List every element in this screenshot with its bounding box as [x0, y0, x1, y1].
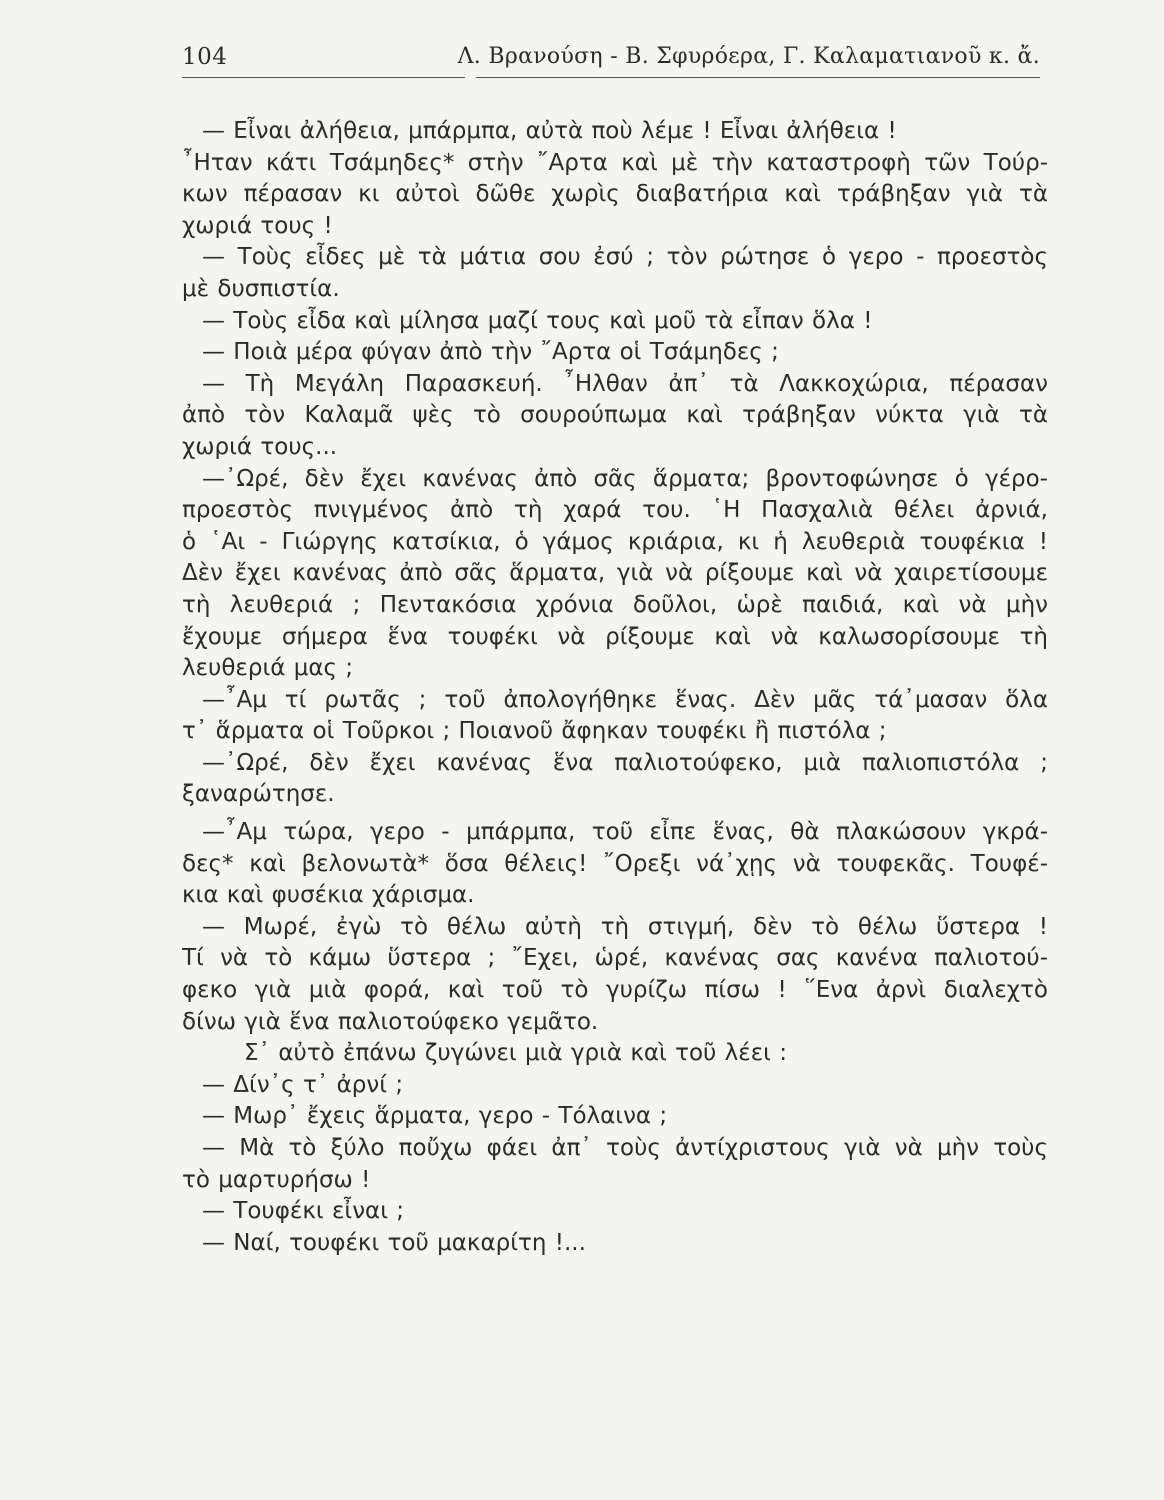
text-line: — Τοὺς εἶδες μὲ τὰ μάτια σου ἐσύ ; τὸν ρώτησε ὁ γερο - προεστὸς: [202, 244, 1048, 271]
text-line: — Μωρ᾽ ἔχεις ἅρματα, γερο - Τόλαινα ;: [202, 1103, 668, 1130]
text-line: ἔχουμε σήμερα ἕνα τουφέκι νὰ ρίξουμε καὶ νὰ καλωσορίσουμε τὴ: [182, 623, 1048, 650]
text-line: — Δίν᾽ς τ᾽ ἀρνί ;: [202, 1071, 404, 1098]
header-rule-right: [476, 77, 1040, 78]
text-line: —᾽Ωρέ, δὲν ἔχει κανένας ἕνα παλιοτούφεκο, μιὰ παλιοπιστόλα ;: [202, 749, 1048, 776]
text-line: —᾽Ωρέ, δὲν ἔχει κανένας ἀπὸ σᾶς ἅρματα; βροντοφώνησε ὁ γέρο-: [202, 465, 1048, 492]
text-line: λευθεριά μας ;: [182, 655, 354, 682]
text-line: φεκο γιὰ μιὰ φορά, καὶ τοῦ τὸ γυρίζω πίσω ! ῞Ενα ἀρνὶ διαλεχτὸ: [182, 977, 1048, 1004]
text-line: τὴ λευθεριά ; Πεντακόσια χρόνια δοῦλοι, ὡρὲ παιδιά, καὶ νὰ μὴν: [182, 591, 1048, 618]
text-line: ἀπὸ τὸν Καλαμᾶ ψὲς τὸ σουρούπωμα καὶ τράβηξαν νύκτα γιὰ τὰ: [182, 402, 1048, 429]
text-line: —῏Αμ τί ρωτᾶς ; τοῦ ἀπολογήθηκε ἕνας. Δὲν μᾶς τά᾽μασαν ὅλα: [202, 686, 1048, 713]
text-line: — Τὴ Μεγάλη Παρασκευή. ῏Ηλθαν ἀπ᾽ τὰ Λακκοχώρια, πέρασαν: [202, 370, 1048, 397]
header-rule-left: [182, 77, 465, 78]
body-text: [182, 116, 1048, 1259]
text-line: κια καὶ φυσέκια χάρισμα.: [182, 882, 475, 909]
text-line: Τί νὰ τὸ κάμω ὕστερα ; ῎Εχει, ὡρέ, κανένας σας κανένα παλιοτού-: [182, 945, 1048, 972]
text-line: ξαναρώτησε.: [182, 781, 335, 808]
text-line: τὸ μαρτυρήσω !: [182, 1166, 371, 1193]
text-line: χωριά τους...: [182, 433, 338, 460]
text-line: μὲ δυσπιστία.: [182, 275, 340, 302]
text-line: — Ποιὰ μέρα φύγαν ἀπὸ τὴν ῎Αρτα οἱ Τσάμηδες ;: [202, 339, 779, 366]
text-line: τ᾽ ἅρματα οἱ Τοῦρκοι ; Ποιανοῦ ἄφηκαν τουφέκι ἢ πιστόλα ;: [182, 718, 887, 745]
text-line: — Τουφέκι εἶναι ;: [202, 1198, 405, 1225]
text-line: — Μωρέ, ἐγὼ τὸ θέλω αὐτὴ τὴ στιγμή, δὲν τὸ θέλω ὕστερα !: [202, 913, 1048, 940]
page-header: [182, 40, 1040, 80]
text-line: — Εἶναι ἀλήθεια, μπάρμπα, αὐτὰ ποὺ λέμε ! Εἶναι ἀλήθεια !: [202, 118, 897, 144]
text-line: κων πέρασαν κι αὐτοὶ δῶθε χωρὶς διαβατήρια καὶ τράβηξαν γιὰ τὰ: [182, 181, 1048, 208]
text-line: Σ᾽ αὐτὸ ἐπάνω ζυγώνει μιὰ γριὰ καὶ τοῦ λέει :: [244, 1040, 787, 1067]
text-line: προεστὸς πνιγμένος ἀπὸ τὴ χαρά του. ῾Η Πασχαλιὰ θέλει ἀρνιά,: [182, 497, 1048, 524]
running-head: Λ. Βρανούση - Β. Σφυρόερα, Γ. Καλαματιανοῦ κ. ἄ.: [457, 44, 1040, 69]
text-line: — Ναί, τουφέκι τοῦ μακαρίτη !...: [202, 1229, 586, 1256]
text-line: Δὲν ἔχει κανένας ἀπὸ σᾶς ἅρματα, γιὰ νὰ ρίξουμε καὶ νὰ χαιρετίσουμε: [182, 560, 1048, 587]
page-number: 104: [182, 44, 228, 70]
text-line: —῏Αμ τώρα, γερο - μπάρμπα, τοῦ εἶπε ἕνας, θὰ πλακώσουν γκρά-: [202, 819, 1048, 846]
text-line: ὁ ῾Αι - Γιώργης κατσίκια, ὁ γάμος κριάρια, κι ἡ λευθεριὰ τουφέκια !: [182, 528, 1048, 555]
text-line: — Μὰ τὸ ξύλο ποὔχω φάει ἀπ᾽ τοὺς ἀντίχριστους γιὰ νὰ μὴν τοὺς: [202, 1135, 1048, 1161]
text-line: χωριά τους !: [182, 212, 333, 239]
text-line: δίνω γιὰ ἕνα παλιοτούφεκο γεμᾶτο.: [182, 1008, 599, 1035]
text-line: ῏Ηταν κάτι Τσάμηδες* στὴν ῎Αρτα καὶ μὲ τὴν καταστροφὴ τῶν Τούρ-: [182, 149, 1048, 176]
text-line: δες* καὶ βελονωτὰ* ὅσα θέλεις! ῎Ορεξι νά᾽χῃς νὰ τουφεκᾶς. Τουφέ-: [182, 850, 1048, 877]
text-line: — Τοὺς εἶδα καὶ μίλησα μαζί τους καὶ μοῦ τὰ εἶπαν ὅλα !: [202, 307, 873, 334]
